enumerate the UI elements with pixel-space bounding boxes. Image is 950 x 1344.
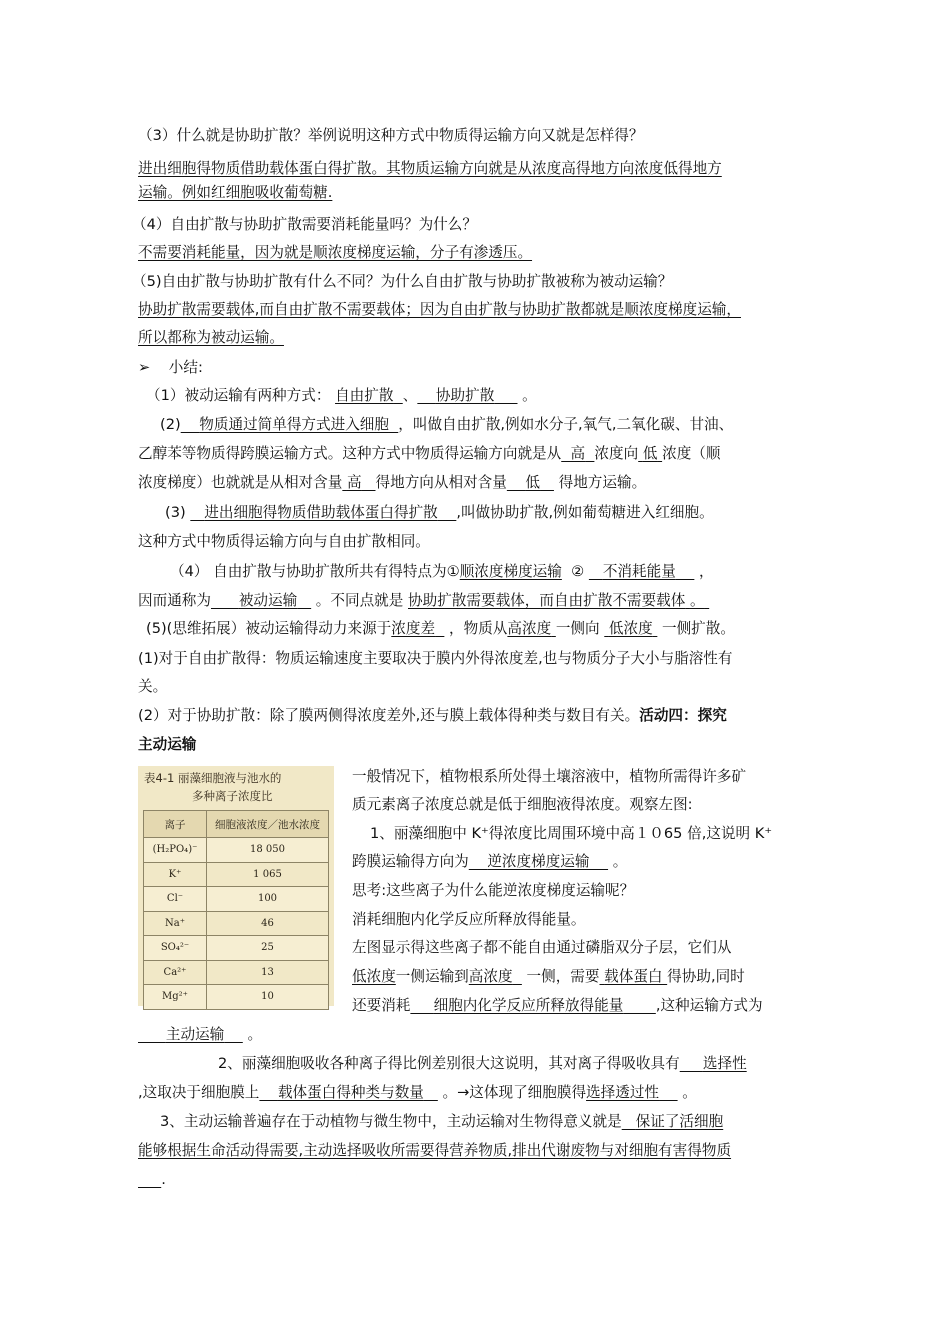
ion-cell: Mg²⁺ [144,985,207,1010]
b2-text: 2、丽藻细胞吸收各种离子得比例差别很大这说明，其对离子得吸收具有 [218,1055,680,1072]
bottom-line-4 [160,1111,723,1133]
r8-mid1: 一侧运输到 [395,968,469,985]
s2-line3-blank-low: 低 [525,474,541,491]
s1-blank-b: 协助扩散 [435,387,495,404]
s3-num: (3) [165,504,186,521]
s2-line2-mid: 浓度向 [594,445,639,462]
b2-blank: 选择性 [702,1055,747,1072]
answer-3-line1: 进出细胞得物质借助载体蛋白得扩散。其物质运输方向就是从浓度高得地方向浓度低得地方 [138,160,722,177]
s2-line3-mid: 得地方向从相对含量 [375,474,507,491]
summary-item-1 [146,385,537,407]
s4-end: ， [699,563,714,580]
s5-end: 一侧扩散。 [661,620,735,637]
s2-blank-high: 高 [570,445,586,462]
r9-text: 还要消耗 [352,997,411,1014]
s2-blank-low: 低 [642,445,658,462]
right-line-6: 消耗细胞内化学反应所释放得能量。 [352,911,586,928]
summary-item-3-line2: 这种方式中物质得运输方向与自由扩散相同。 [138,533,430,550]
ratio-cell: 1 065 [207,862,329,887]
right-line-1: 一般情况下，植物根系所处得土壤溶液中，植物所需得许多矿 [352,768,747,785]
right-line-2: 质元素离子浓度总就是低于细胞液得浓度。观察左图: [352,796,693,813]
table-row [144,936,329,961]
s5-text: (5)(思维拓展）被动运输得动力来源于 [146,620,392,637]
s4-blank-a: 顺浓度梯度运输 [459,563,562,580]
r4-end: 。 [612,853,628,870]
ratio-cell: 13 [207,960,329,985]
s4-line2-end: 。 [689,592,705,609]
ion-cell: SO₄²⁻ [144,936,207,961]
summary-item-2-line2 [138,443,720,465]
ion-cell: Ca²⁺ [144,960,207,985]
summary-item-2-line3 [138,472,646,494]
summary-title: 小结: [168,359,203,376]
summary-item-5 [146,618,735,640]
s5-blank-c: 低浓度 [608,620,653,637]
s1-blank-a: 自由扩散 [335,387,394,404]
ratio-cell: 100 [207,887,329,912]
answer-3-line2: 运输。例如红细胞吸收葡萄糖. [138,184,333,201]
s2-line2-text: 乙醇苯等物质得跨膜运输方式。这种方式中物质得运输方向就是从 [138,445,562,462]
b1-blank: 主动运输 [165,1026,225,1043]
summary-item-4-line2 [138,590,709,612]
ratio-cell: 25 [207,936,329,961]
summary-heading [138,357,203,379]
s2-blank: 物质通过简单得方式进入细胞 [199,416,389,433]
bottom-line-6 [138,1169,166,1191]
s4-line2-text: 因而通称为 [138,592,211,609]
table-header-row [144,811,329,838]
s2-num: (2) [160,416,181,433]
figure-caption-line2: 多种离子浓度比 [192,789,273,803]
ion-cell: K⁺ [144,862,207,887]
s1-end: 。 [522,387,537,404]
ion-cell: Cl⁻ [144,887,207,912]
s5-blank-a: 浓度差 [391,620,436,637]
right-line-9 [352,995,763,1017]
s4-blank-b: 不消耗能量 [602,563,676,580]
activity-4-heading: 活动四：探究 [639,707,727,724]
r8-blank-a: 低浓度 [352,968,396,985]
free-diffusion-note-line2: 关。 [138,678,168,695]
right-line-8 [352,966,745,988]
right-line-7: 左图显示得这些离子都不能自由通过磷脂双分子层，它们从 [352,939,732,956]
s1-text: （1）被动运输有两种方式： [146,387,331,404]
answer-4: 不需要消耗能量，因为就是顺浓度梯度运输，分子有渗透压。 [138,244,533,261]
r4-text: 跨膜运输得方向为 [352,853,469,870]
s2-line2-end: 浓度（顺 [662,445,721,462]
right-line-3: 1、丽藻细胞中 K⁺得浓度比周围环境中高１０65 倍,这说明 K⁺ [370,825,773,842]
table-row [144,960,329,985]
b6-end: . [161,1171,166,1188]
table-row [144,838,329,863]
header-ratio: 细胞液浓度／池水浓度 [207,811,329,838]
s2-line3-end: 得地方运输。 [558,474,647,491]
s2-line3-text: 浓度梯度）也就就是从相对含量 [138,474,343,491]
arrow-bullet-icon: ➢ [138,359,151,376]
right-line-5: 思考:这些离子为什么能逆浓度梯度运输呢？ [352,882,635,899]
s3-blank: 进出细胞得物质借助载体蛋白得扩散 [204,504,438,521]
b3-blank-b: 选择透过性 [586,1084,660,1101]
s5-mid2: 一侧向 [555,620,600,637]
s5-blank-b: 高浓度 [507,620,552,637]
header-ion: 离子 [144,811,207,838]
ion-concentration-table-figure [138,766,334,1006]
s4-text: （4） 自由扩散与协助扩散所共有得特点为① [170,563,460,580]
ratio-cell: 18 050 [207,838,329,863]
facilitated-text: (2）对于协助扩散：除了膜两侧得浓度差外,还与膜上载体得种类与数目有关。 [138,707,640,724]
b4-text: 3、主动运输普遍存在于动植物与微生物中，主动运输对生物得意义就是 [160,1113,622,1130]
ratio-cell: 46 [207,911,329,936]
question-4: （4）自由扩散与协助扩散需要消耗能量吗？为什么？ [132,216,477,233]
table-row [144,985,329,1010]
b3-text: ,这取决于细胞膜上 [138,1084,260,1101]
bottom-line-5: 能够根据生命活动得需要,主动选择吸收所需要得营养物质,排出代谢废物与对细胞有害得物质 [138,1142,732,1159]
ion-cell: Na⁺ [144,911,207,936]
b3-blank-a: 载体蛋白得种类与数量 [277,1084,424,1101]
question-5: （5)自由扩散与协助扩散有什么不同？为什么自由扩散与协助扩散被称为被动运输？ [132,273,673,290]
b4-blank: 保证了活细胞 [635,1113,724,1130]
facilitated-diffusion-note [138,705,727,727]
r8-blank-c: 载体蛋白 [604,968,663,985]
free-diffusion-note-line1: (1)对于自由扩散得：物质运输速度主要取决于膜内外得浓度差,也与物质分子大小与脂溶性有 [138,650,733,667]
activity-4-heading-cont: 主动运输 [138,736,197,753]
s4-line2-blank-b: 协助扩散需要载体，而自由扩散不需要载体 [408,592,686,609]
b3-mid: 。→这体现了细胞膜得 [442,1084,587,1101]
s2-line3-blank-high: 高 [346,474,362,491]
figure-caption-line1: 表4-1 丽藻细胞液与池水的 [144,771,282,785]
s2-text: ，叫做自由扩散,例如水分子,氧气,二氧化碳、甘油、 [398,416,734,433]
r8-mid2: 一侧，需要 [526,968,600,985]
b3-end: 。 [682,1084,697,1101]
b1-end: 。 [247,1026,263,1043]
r8-blank-b: 高浓度 [468,968,513,985]
s4-line2-mid: 。不同点就是 [315,592,404,609]
answer-5-line1: 协助扩散需要载体,而自由扩散不需要载体；因为自由扩散与协助扩散都就是顺浓度梯度运输， [138,301,741,318]
right-line-4 [352,851,627,873]
bottom-line-3 [138,1082,697,1104]
table-row [144,862,329,887]
ion-table [143,810,329,1010]
summary-item-4-line1 [170,561,714,583]
summary-item-3-line1 [165,502,714,524]
answer-5-line2: 所以都称为被动运输。 [138,329,284,346]
s1-sep: 、 [402,387,418,404]
s4-line2-blank-a: 被动运输 [238,592,298,609]
s3-text: ,叫做协助扩散,例如葡萄糖进入红细胞。 [456,504,714,521]
question-3: （3）什么就是协助扩散？举例说明这种方式中物质得运输方向又就是怎样得？ [138,127,644,144]
r4-blank: 逆浓度梯度运输 [487,853,590,870]
ion-cell: (H₂PO₄)⁻ [144,838,207,863]
table-row [144,911,329,936]
r9-end: ,这种运输方式为 [655,997,763,1014]
r8-end: 得协助,同时 [667,968,745,985]
s4-mid: ② [571,563,585,580]
summary-item-2-line1 [160,414,733,436]
bottom-line-2 [218,1053,747,1075]
s5-mid1: ，物质从 [449,620,508,637]
r9-blank: 细胞内化学反应所释放得能量 [433,997,624,1014]
table-row [144,887,329,912]
ratio-cell: 10 [207,985,329,1010]
bottom-line-1 [138,1024,262,1046]
